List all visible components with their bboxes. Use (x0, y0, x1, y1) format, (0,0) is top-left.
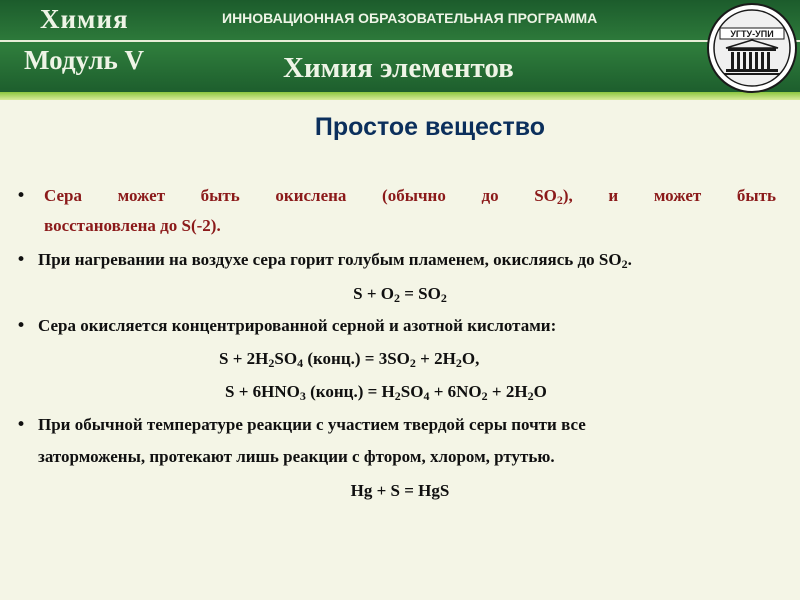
equation-nitric-acid: $S + 6HNO_3$ (конц.) = $H_2SO_4 + 6NO_2 + 2H_2O$ (225, 382, 547, 403)
equation-mercury-sulfur: Hg + S = HgS (350, 481, 450, 500)
equation-sulfur-oxygen: $S + O_2 = SO_2$ (353, 284, 447, 305)
logo-text: УГТУ-УПИ (730, 29, 774, 39)
paragraph-burning: При нагревании на воздухе сера горит голубым пламенем, окисляясь до $SO_2$. (38, 250, 632, 271)
program-label: ИННОВАЦИОННАЯ ОБРАЗОВАТЕЛЬНАЯ ПРОГРАММА (222, 10, 598, 26)
paragraph-low-temperature-line1: При обычной температуре реакции с участием твердой серы почти все (38, 415, 586, 434)
bullet-marker: • (16, 415, 27, 435)
subject-label: Химия (40, 4, 129, 34)
paragraph-oxidation-line1: Сера может быть окислена (обычно до $SO_2$), и может быть (44, 186, 776, 207)
bullet-marker: • (16, 316, 27, 336)
equation-sulfuric-acid: $S + 2H_2SO_4$ (конц.) = $3SO_2 + 2H_2O$, (219, 349, 480, 370)
course-title: Химия элементов (283, 52, 514, 84)
university-logo (706, 2, 798, 94)
bullet-marker: • (16, 186, 27, 206)
header-divider (0, 40, 800, 42)
module-label: Модуль V (24, 45, 145, 75)
header-accent-strip (0, 92, 800, 100)
paragraph-oxidation-line2: восстановлена до S(-2). (44, 216, 221, 235)
bullet-marker: • (16, 250, 27, 270)
paragraph-acid-oxidation: Сера окисляется концентрированной серной и азотной кислотами: (38, 316, 557, 335)
slide-title: Простое вещество (314, 113, 546, 141)
paragraph-low-temperature-line2: заторможены, протекают лишь реакции с фтором, хлором, ртутью. (38, 447, 555, 466)
